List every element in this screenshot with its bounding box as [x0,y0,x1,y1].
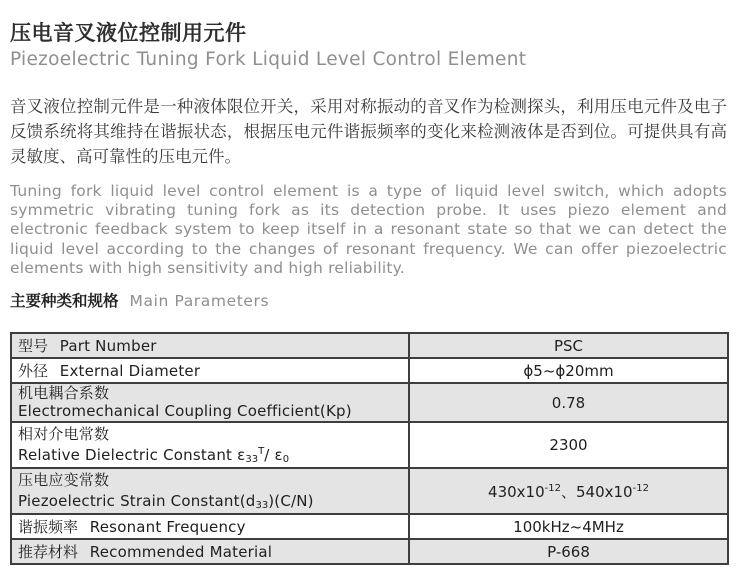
table-row-coupling-coefficient [11,383,728,422]
param-value-cell: PSC [409,333,728,358]
param-value-cell: 100kHz~4MHz [409,514,728,539]
param-name-zh: 压电应变常数 [18,471,110,490]
param-name-zh: 型号 [18,337,49,356]
param-value-cell: 2300 [409,422,728,468]
param-name-zh: 机电耦合系数 [18,384,110,403]
param-name-zh: 外径 [18,362,49,381]
table-row-external-diameter [11,358,728,383]
param-value-cell: ϕ5~ϕ20mm [409,358,728,383]
param-value-cell: 0.78 [409,383,728,422]
section-title-zh: 主要种类和规格 [10,292,119,311]
param-name-en: Piezoelectric Strain $Constant(d_{33})(C/N)$ [18,492,314,512]
param-name-cell [11,539,409,564]
parameters-table [10,332,729,565]
intro-paragraph-en: Tuning fork liquid level control element is a type of liquid level switch, which adopts symmetric vibrating tuning fork as its detection probe. It uses piezo element and electronic feedback system to keep itself in a resonant state so that we can detect the liquid level according to the changes of resonant frequency. We can offer piezoelectric elements with high sensitivity and high reliability. [10,182,727,277]
param-name-cell [11,383,409,422]
param-name-cell [11,514,409,539]
param-name-cell [11,333,409,358]
param-name-en: External Diameter [59,362,201,381]
page-title-en: Piezoelectric Tuning Fork Liquid Level Control Element [10,49,527,70]
param-value-cell: $430x10^{-12}$、$540x10^{-12}$ [409,468,728,514]
param-name-zh: 谐振频率 [18,518,79,537]
section-title-en: Main Parameters [129,292,270,311]
table-row-strain-constant [11,468,728,514]
intro-paragraph-zh: 音叉液位控制元件是一种液体限位开关，采用对称振动的音叉作为检测探头，利用压电元件及电子反馈系统将其维持在谐振状态，根据压电元件谐振频率的变化来检测液体是否到位。可提供具有高灵敏度、高可靠性的压电元件。 [10,97,727,166]
param-name-en: Part Number [59,337,157,356]
param-name-cell [11,468,409,514]
table-row-resonant-frequency [11,514,728,539]
section-heading [10,292,727,311]
param-name-zh: 推荐材料 [18,543,79,562]
table-row-dielectric-constant [11,422,728,468]
param-value-cell: P-668 [409,539,728,564]
param-name-en: Resonant Frequency [89,518,246,537]
param-name-en: Relative Dielectric Constant $\varepsilon_{33}^T/$ $\varepsilon_0$ [18,446,290,466]
param-name-en: Recommended Material [89,543,273,562]
param-name-cell [11,358,409,383]
table-row-part-number [11,333,728,358]
page-title-zh: 压电音叉液位控制用元件 [10,21,247,45]
table-row-recommended-material [11,539,728,564]
param-name-cell [11,422,409,468]
param-name-en: Electromechanical Coupling Coefficient(Kp) [18,401,352,420]
param-name-zh: 相对介电常数 [18,425,110,444]
